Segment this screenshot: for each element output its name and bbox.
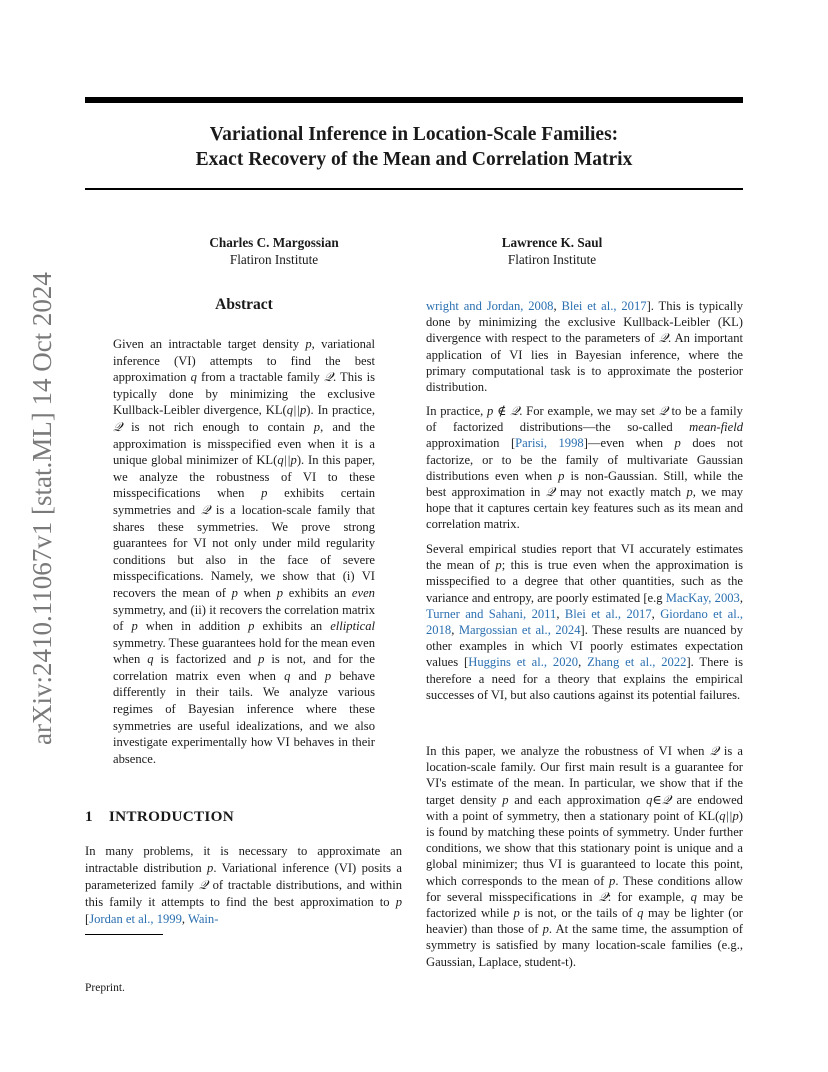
footnote: Preprint.: [85, 982, 125, 994]
title-rule: [85, 188, 743, 190]
citation-link[interactable]: MacKay, 2003: [665, 590, 740, 605]
citation-link[interactable]: Blei et al., 2017: [564, 606, 652, 621]
author-name: Charles C. Margossian: [209, 235, 339, 250]
citation-link[interactable]: Parisi, 1998: [515, 436, 584, 451]
section-heading-introduction: [85, 808, 234, 826]
author-block-2: [452, 234, 652, 268]
citation-link[interactable]: Margossian et al., 2024: [458, 623, 581, 638]
title-line-1: Variational Inference in Location-Scale Families:: [209, 124, 619, 145]
intro-paragraph-1: In many problems, it is necessary to approximate an intractable distribution p. Variational inference (VI) posits a parameterized family 𝒬 of tractable distributions, and within this family it attempts to find the best approximation to p [Jordan et al., 1999, Wain-: [85, 844, 403, 926]
abstract-heading: Abstract: [215, 296, 273, 313]
intro-paragraph-3: Several empirical studies report that VI accurately estimates the mean of p; this is true even when the approximation is misspecified to a degree that other quantities, such as the variance and entropy, are poorly estimated [e.g MacKay, 2003, Turner and Sahani, 2011, Blei et al., 2017, Giordano et al., 2018, Margossian et al., 2024]. These results are nuanced by other examples in which VI poorly estimates expectation values [Huggins et al., 2020, Zhang et al., 2022]. There is therefore a need for a theory that explains the empirical successes of VI, but also cautions against its potential failures.: [426, 542, 744, 702]
intro-paragraph-1-continued: wright and Jordan, 2008, Blei et al., 2017]. This is typically done by minimizing the exclusive Kullback-Leibler (KL) divergence with respect to the parameters of 𝒬. An important application of VI lies in Bayesian inference, where the primary computational task is to approximate the posterior distribution.: [426, 299, 744, 395]
citation-link[interactable]: Blei et al., 2017: [561, 299, 647, 313]
author-affiliation: Flatiron Institute: [507, 252, 597, 267]
author-affiliation: Flatiron Institute: [229, 252, 319, 267]
citation-link[interactable]: Giordano et al., 2018: [426, 606, 743, 638]
citation-link[interactable]: Turner and Sahani, 2011: [426, 606, 557, 621]
title-line-2: Exact Recovery of the Mean and Correlation Matrix: [195, 149, 633, 170]
citation-link[interactable]: Wain-: [187, 912, 219, 926]
arxiv-stamp: arXiv:2410.11067v1 [stat.ML] 14 Oct 2024: [27, 272, 57, 745]
top-rule: [85, 97, 743, 103]
author-block-1: [174, 234, 374, 268]
section-title: INTRODUCTION: [108, 808, 235, 825]
intro-paragraph-4: In this paper, we analyze the robustness of VI when 𝒬 is a location-scale family. Our first main result is a guarantee for VI's estimate of the mean. In particular, we show that if the target density p and each approximation q∈𝒬 are endowed with a point of symmetry, then a stationary point of KL(q||p) is found by matching these points of symmetry. Under further conditions, we show that this stationary point is unique and a global minimizer; thus VI is guaranteed to locate this point, which corresponds to the mean of p. These conditions allow for several misspecifications in 𝒬: for example, q may be factorized while p is not, or the tails of q may be lighter (or heavier) than those of p. At the same time, the assumption of symmetry is satisfied by many location-scale families (e.g., Gaussian, Laplace, student-t).: [426, 744, 744, 969]
citation-link[interactable]: Jordan et al., 1999: [89, 912, 182, 926]
section-number: 1: [85, 808, 93, 825]
author-name: Lawrence K. Saul: [501, 235, 603, 250]
citation-link[interactable]: wright and Jordan, 2008: [426, 299, 554, 313]
intro-paragraph-2: In practice, p ∉ 𝒬. For example, we may set 𝒬 to be a family of factorized distributions—the so-called mean-field approximation [Parisi, 1998]—even when p does not factorize, or to be the family of multivariate Gaussian distributions even when p is non-Gaussian. Still, while the best approximation in 𝒬 may not exactly match p, we may hope that it captures certain key features such as its mean and correlation matrix.: [426, 404, 744, 532]
abstract-body: Given an intractable target density p, variational inference (VI) attempts to find the best approximation q from a tractable family 𝒬. This is typically done by minimizing the exclusive Kullback-Leibler divergence, KL(q||p). In practice, 𝒬 is not rich enough to contain p, and the approximation is misspecified even when it is a unique global minimizer of KL(q||p). In this paper, we analyze the robustness of VI to these misspecifications when p exhibits certain symmetries and 𝒬 is a location-scale family that shares these symmetries. We prove strong guarantees for VI not only under mild regularity conditions but also in the face of severe misspecifications. Namely, we show that (i) VI recovers the mean of p when p exhibits an even symmetry, and (ii) it recovers the correlation matrix of p when in addition p exhibits an elliptical symmetry. These guarantees hold for the mean even when q is factorized and p is not, and for the correlation matrix even when q and p behave differently in their tails. We analyze various regimes of Bayesian inference where these symmetries are useful idealizations, and we also investigate experimentally how VI behaves in their absence.: [113, 337, 376, 766]
paper-title: [85, 122, 743, 172]
footnote-rule: [85, 934, 163, 935]
citation-link[interactable]: Zhang et al., 2022: [587, 655, 687, 670]
citation-link[interactable]: Huggins et al., 2020: [468, 655, 579, 670]
